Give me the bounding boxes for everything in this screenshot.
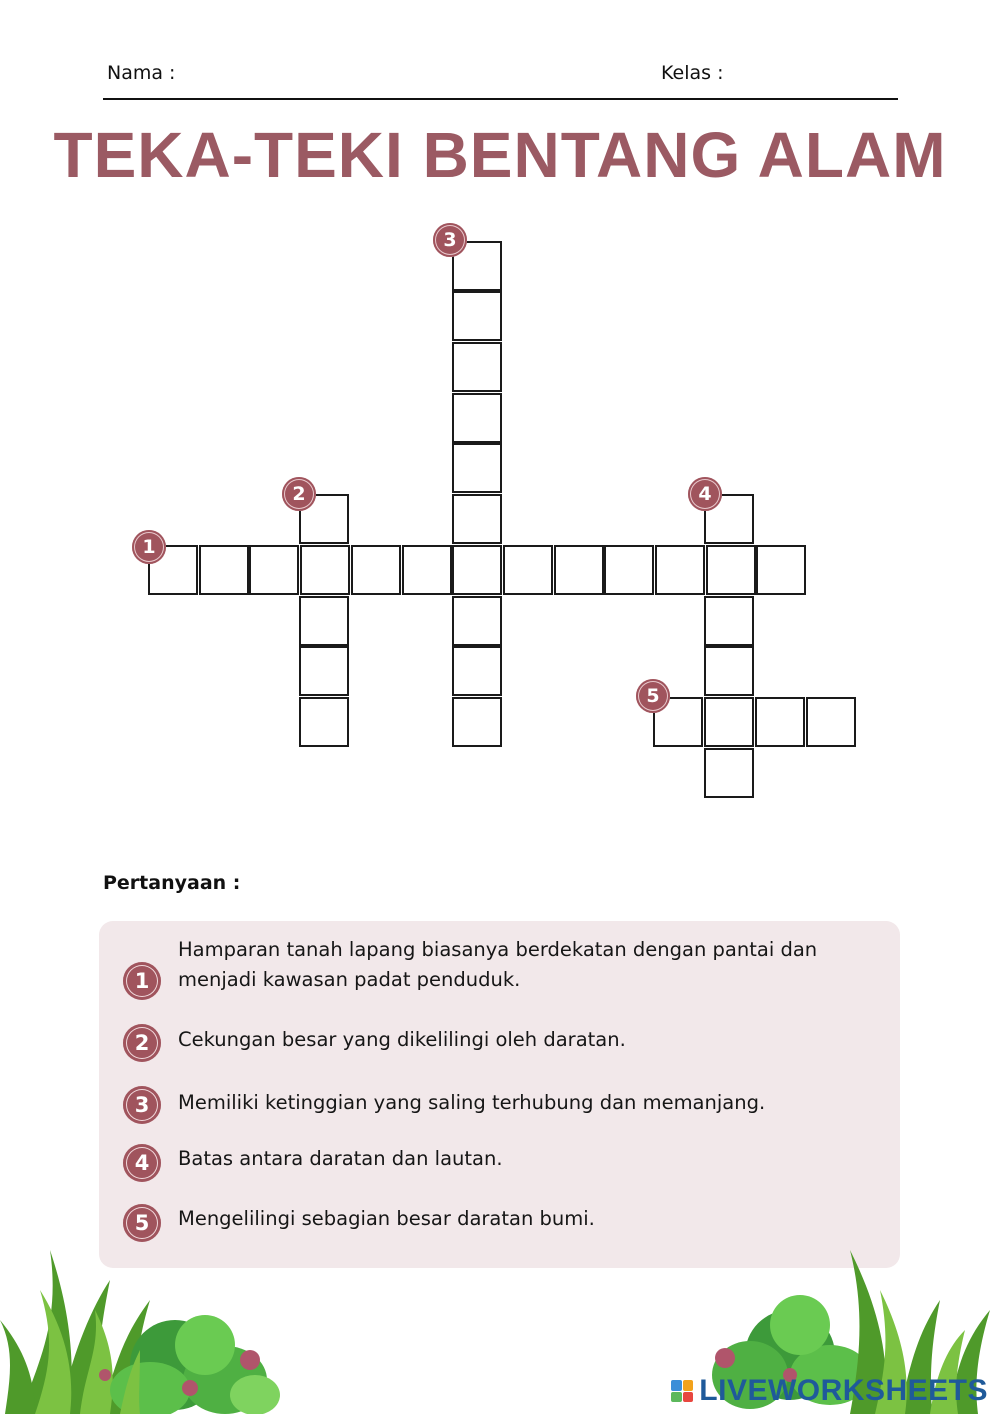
question-number-badge: 4 xyxy=(123,1144,161,1182)
crossword-cell[interactable] xyxy=(554,545,604,595)
crossword-cell[interactable] xyxy=(604,545,654,595)
question-text: Mengelilingi sebagian besar daratan bumi. xyxy=(178,1207,595,1230)
crossword-cell[interactable] xyxy=(503,545,553,595)
clue-number-badge: 1 xyxy=(132,530,166,564)
crossword-cell[interactable] xyxy=(452,697,502,747)
crossword-cell[interactable] xyxy=(351,545,401,595)
crossword-cell[interactable] xyxy=(755,697,805,747)
clue-number-badge: 3 xyxy=(433,223,467,257)
question-number-badge: 2 xyxy=(123,1024,161,1062)
crossword-cell[interactable] xyxy=(452,443,502,493)
questions-heading: Pertanyaan : xyxy=(103,872,241,894)
clue-number-badge: 4 xyxy=(688,477,722,511)
clue-number-badge: 5 xyxy=(636,679,670,713)
crossword-cell[interactable] xyxy=(452,342,502,392)
crossword-cell[interactable] xyxy=(452,596,502,646)
crossword-cell[interactable] xyxy=(299,646,349,696)
crossword-cell[interactable] xyxy=(756,545,806,595)
crossword-cell[interactable] xyxy=(249,545,299,595)
question-number-badge: 3 xyxy=(123,1086,161,1124)
question-number-badge: 5 xyxy=(123,1204,161,1242)
crossword-cell[interactable] xyxy=(704,748,754,798)
crossword-cell[interactable] xyxy=(299,697,349,747)
liveworksheets-watermark xyxy=(671,1374,988,1408)
crossword-cell[interactable] xyxy=(199,545,249,595)
questions-box xyxy=(99,921,900,1268)
page-title: TEKA-TEKI BENTANG ALAM xyxy=(53,119,947,191)
name-label: Nama : xyxy=(107,62,176,84)
crossword-cell[interactable] xyxy=(402,545,452,595)
crossword-cell[interactable] xyxy=(704,646,754,696)
clue-number-badge: 2 xyxy=(282,477,316,511)
question-text: Cekungan besar yang dikelilingi oleh daratan. xyxy=(178,1028,626,1051)
crossword-cell[interactable] xyxy=(806,697,856,747)
question-text: Batas antara daratan dan lautan. xyxy=(178,1147,503,1170)
liveworksheets-logo-icon xyxy=(671,1380,693,1402)
crossword-cell[interactable] xyxy=(706,545,756,595)
crossword-cell[interactable] xyxy=(299,596,349,646)
question-number-badge: 1 xyxy=(123,962,161,1000)
crossword-cell[interactable] xyxy=(452,646,502,696)
crossword-cell[interactable] xyxy=(655,545,705,595)
grass-bush-left-illustration xyxy=(0,1240,290,1414)
crossword-cell[interactable] xyxy=(452,291,502,341)
watermark-text: LIVEWORKSHEETS xyxy=(699,1374,988,1407)
class-label: Kelas : xyxy=(661,62,724,84)
crossword-cell[interactable] xyxy=(452,494,502,544)
crossword-cell[interactable] xyxy=(452,545,502,595)
crossword-cell[interactable] xyxy=(704,596,754,646)
question-text: Memiliki ketinggian yang saling terhubung dan memanjang. xyxy=(178,1091,766,1114)
question-text: Hamparan tanah lapang biasanya berdekatan dengan pantai dan menjadi kawasan padat penduduk. xyxy=(178,938,818,991)
crossword-cell[interactable] xyxy=(704,697,754,747)
crossword-cell[interactable] xyxy=(300,545,350,595)
crossword-cell[interactable] xyxy=(452,393,502,443)
